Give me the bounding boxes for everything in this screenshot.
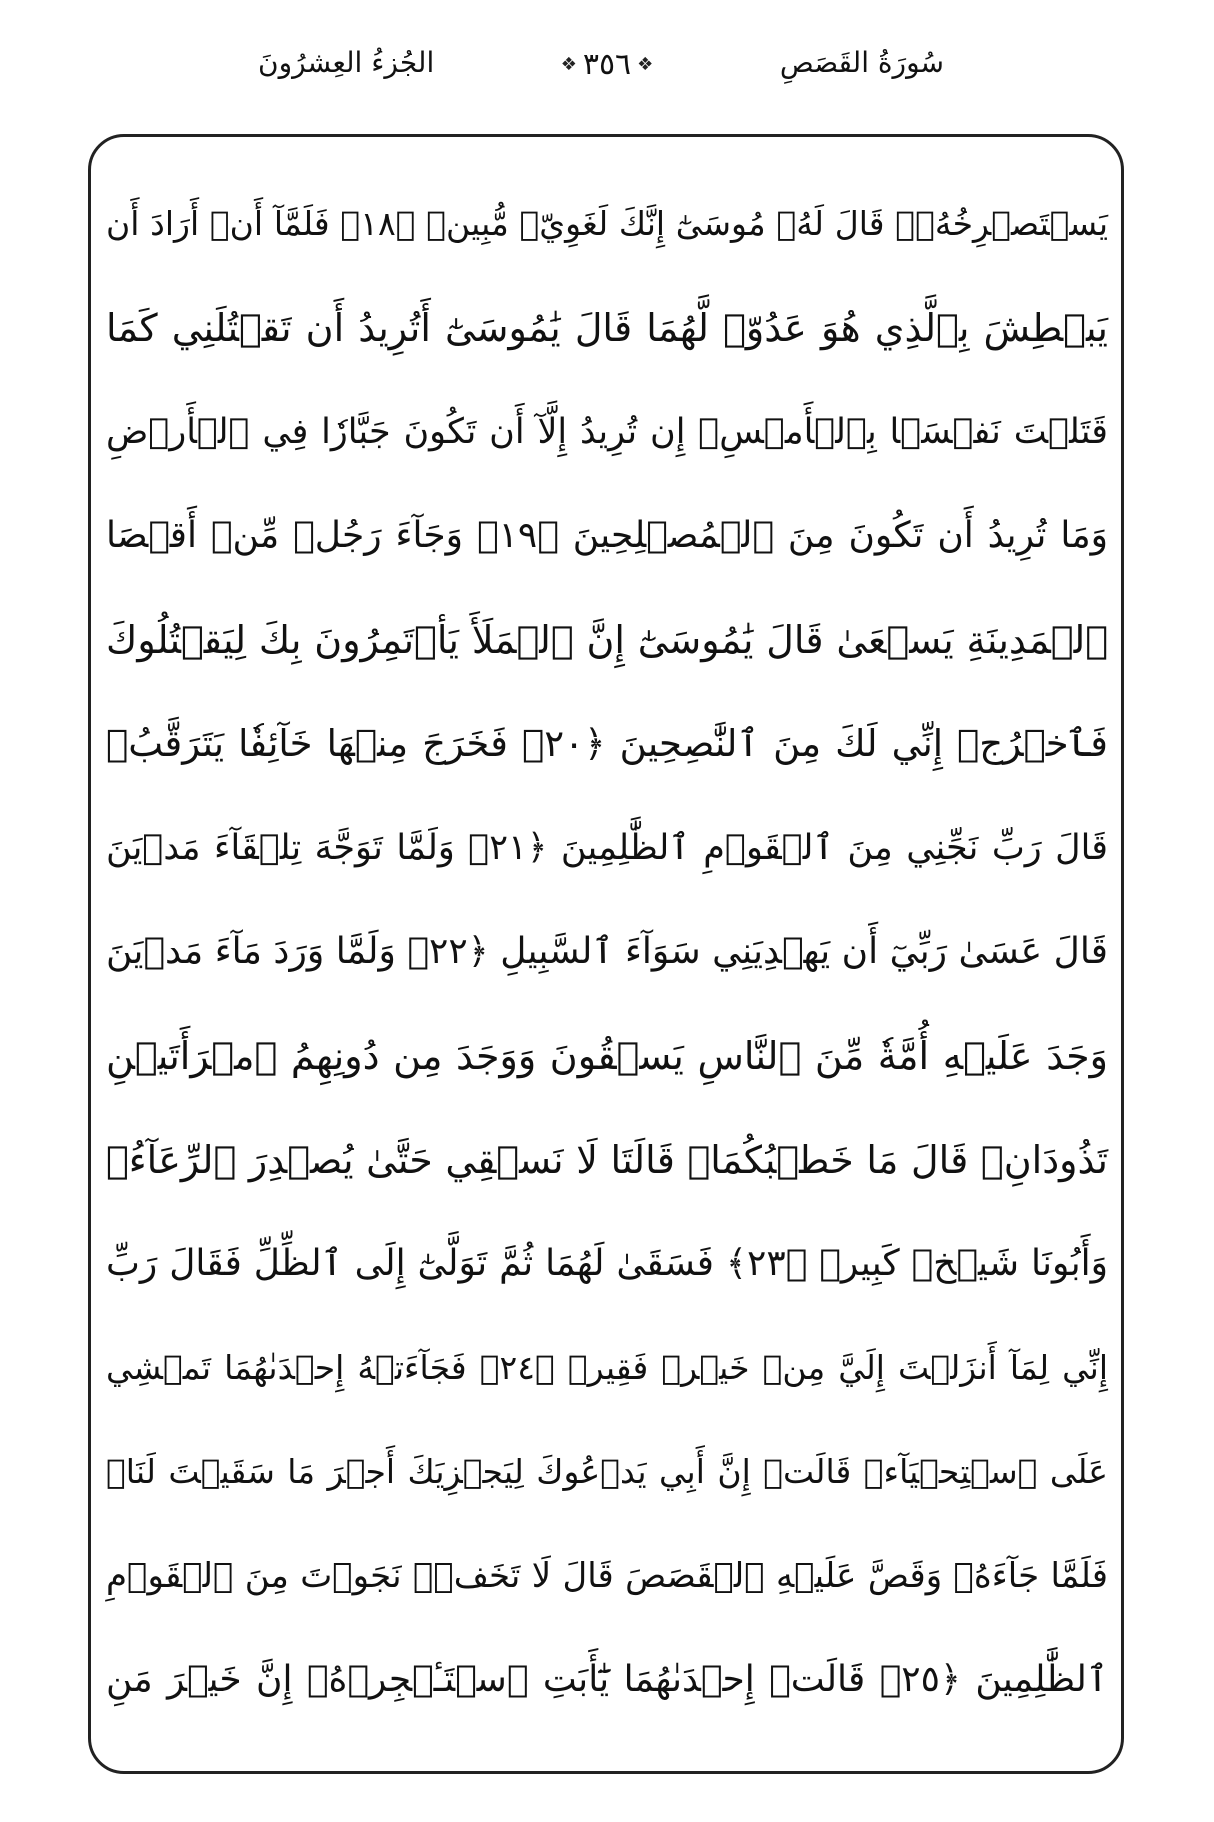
page-number-block — [545, 42, 669, 86]
text-line: قَالَ رَبِّ نَجِّنِي مِنَ ٱلۡقَوۡمِ ٱلظَّٰلِمِينَ ﴿٢١﴾ وَلَمَّا تَوَجَّهَ تِلۡقَآءَ مَدۡيَنَ — [106, 828, 1108, 868]
quran-text-block — [106, 172, 1108, 1732]
text-line: إِنِّي لِمَآ أَنزَلۡتَ إِلَيَّ مِنۡ خَيۡرٖ فَقِيرٞ ﴿٢٤﴾ فَجَآءَتۡهُ إِحۡدَىٰهُمَا تَمۡشِي — [106, 1348, 1108, 1387]
text-line: ٱلظَّٰلِمِينَ ﴿٢٥﴾ قَالَتۡ إِحۡدَىٰهُمَا يَٰٓأَبَتِ ٱسۡتَـٔۡجِرۡهُۖ إِنَّ خَيۡرَ مَنِ — [106, 1659, 1108, 1700]
page-header — [0, 40, 1214, 96]
page-number: ٣٥٦ — [582, 46, 632, 82]
text-line: وَجَدَ عَلَيۡهِ أُمَّةٗ مِّنَ ٱلنَّاسِ يَسۡقُونَ وَوَجَدَ مِن دُونِهِمُ ٱمۡرَأَتَيۡنِ — [106, 1034, 1108, 1078]
text-line: تَذُودَانِۖ قَالَ مَا خَطۡبُكُمَاۖ قَالَتَا لَا نَسۡقِي حَتَّىٰ يُصۡدِرَ ٱلرِّعَآءُۖ — [106, 1138, 1108, 1182]
text-line: عَلَى ٱسۡتِحۡيَآءٖ قَالَتۡ إِنَّ أَبِي يَدۡعُوكَ لِيَجۡزِيَكَ أَجۡرَ مَا سَقَيۡتَ لَنَاۚ — [106, 1452, 1108, 1491]
text-line: يَبۡطِشَ بِٱلَّذِي هُوَ عَدُوّٞ لَّهُمَا قَالَ يَٰمُوسَىٰٓ أَتُرِيدُ أَن تَقۡتُلَنِي كَمَا — [106, 306, 1108, 350]
text-line: وَمَا تُرِيدُ أَن تَكُونَ مِنَ ٱلۡمُصۡلِحِينَ ﴿١٩﴾ وَجَآءَ رَجُلٞ مِّنۡ أَقۡصَا — [106, 515, 1108, 556]
text-line: فَلَمَّا جَآءَهُۥ وَقَصَّ عَلَيۡهِ ٱلۡقَصَصَ قَالَ لَا تَخَفۡۖ نَجَوۡتَ مِنَ ٱلۡقَوۡمِ — [106, 1556, 1108, 1596]
ornament-left-icon: ❖ — [637, 53, 654, 75]
text-line: قَالَ عَسَىٰ رَبِّيٓ أَن يَهۡدِيَنِي سَوَآءَ ٱلسَّبِيلِ ﴿٢٢﴾ وَلَمَّا وَرَدَ مَآءَ مَدۡيَنَ — [106, 931, 1108, 972]
text-line: قَتَلۡتَ نَفۡسَۢا بِٱلۡأَمۡسِۖ إِن تُرِيدُ إِلَّآ أَن تَكُونَ جَبَّارٗا فِي ٱلۡأَرۡضِ — [106, 412, 1108, 452]
ornament-right-icon: ❖ — [560, 53, 577, 75]
text-line: فَٱخۡرُجۡ إِنِّي لَكَ مِنَ ٱلنَّٰصِحِينَ ﴿٢٠﴾ فَخَرَجَ مِنۡهَا خَآئِفٗا يَتَرَقَّبُۖ — [106, 722, 1108, 765]
surah-name: سُورَةُ القَصَصِ — [779, 46, 944, 79]
text-line: يَسۡتَصۡرِخُهُۥۚ قَالَ لَهُۥ مُوسَىٰٓ إِنَّكَ لَغَوِيّٞ مُّبِينٞ ﴿١٨﴾ فَلَمَّآ أَنۡ أَرَادَ أَن — [106, 204, 1109, 243]
text-line: ٱلۡمَدِينَةِ يَسۡعَىٰ قَالَ يَٰمُوسَىٰٓ إِنَّ ٱلۡمَلَأَ يَأۡتَمِرُونَ بِكَ لِيَقۡتُلُوكَ — [106, 618, 1108, 662]
juz-name: الجُزءُ العِشرُونَ — [258, 46, 435, 79]
text-line: وَأَبُونَا شَيۡخٞ كَبِيرٞ ﴿٢٣﴾ فَسَقَىٰ لَهُمَا ثُمَّ تَوَلَّىٰٓ إِلَى ٱلظِّلِّ فَقَالَ رَبِّ — [106, 1243, 1108, 1284]
